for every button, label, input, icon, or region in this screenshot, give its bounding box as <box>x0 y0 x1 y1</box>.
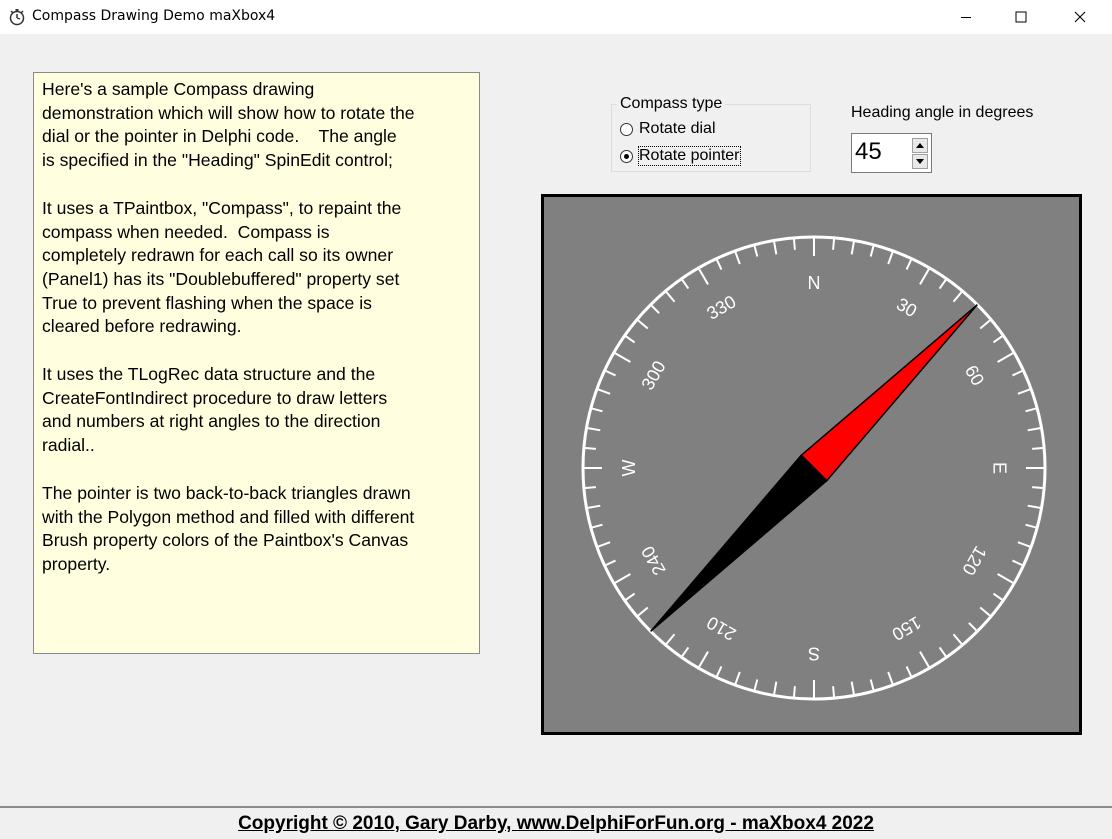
dial-tick <box>1026 525 1038 528</box>
memo-paragraph-2: It uses a TPaintbox, "Compass", to repaint the compass when needed. Compass is completely redrawn for each call so its owner (Panel1) has its "Doublebuffered" property set True to prevent flashing when the space is cleared before redrawing. <box>42 197 402 337</box>
heading-spinedit[interactable] <box>851 133 932 173</box>
dial-label: 150 <box>888 612 925 645</box>
dial-tick <box>597 542 610 547</box>
memo-paragraph-1: Here's a sample Compass drawing demonstration which will show how to rotate the dial or the pointer in Delphi code. The angle is specified in the "Heading" SpinEdit control; <box>42 79 415 171</box>
dial-tick <box>1018 389 1031 394</box>
dial-tick <box>614 574 630 584</box>
dial-tick <box>1012 370 1023 375</box>
dial-tick <box>1028 506 1042 508</box>
dial-label: 210 <box>703 612 740 645</box>
heading-value[interactable]: 45 <box>855 138 882 165</box>
dial-label: 30 <box>892 293 921 322</box>
dial-tick <box>980 607 991 616</box>
dial-tick <box>1032 448 1044 449</box>
dial-tick <box>699 652 709 668</box>
dial-label: 120 <box>958 542 991 579</box>
close-icon <box>1074 11 1086 23</box>
dial-tick <box>591 408 603 411</box>
dial-tick <box>969 623 977 631</box>
radio-checked-icon[interactable] <box>620 150 633 163</box>
dial-tick <box>682 647 689 657</box>
heading-label: Heading angle in degrees <box>851 104 1034 121</box>
spin-up-button[interactable] <box>912 138 928 153</box>
dial-tick <box>605 370 616 375</box>
dial-tick <box>980 320 991 329</box>
dial-tick <box>940 647 947 657</box>
dial-tick <box>940 279 947 289</box>
dial-tick <box>1026 408 1038 411</box>
dial-tick <box>774 682 776 696</box>
rotate-pointer-label[interactable]: Rotate pointer <box>639 147 740 164</box>
copyright-bar <box>0 806 1112 839</box>
dial-tick <box>716 259 721 270</box>
dial-tick <box>993 594 1003 601</box>
dial-tick <box>605 561 616 566</box>
dial-tick <box>920 652 930 668</box>
dial-label: N <box>807 272 821 293</box>
dial-tick <box>584 487 596 488</box>
dial-tick <box>716 666 721 677</box>
rotate-dial-label[interactable]: Rotate dial <box>639 120 716 137</box>
dial-tick <box>754 245 757 257</box>
dial-tick <box>794 238 795 250</box>
dial-tick <box>907 666 912 677</box>
compass-paintbox <box>541 194 1082 735</box>
maximize-button[interactable] <box>998 0 1044 34</box>
maximize-icon <box>1015 11 1027 23</box>
dial-tick <box>1028 428 1042 430</box>
dial-tick <box>637 607 648 616</box>
dial-tick <box>833 686 834 698</box>
dial-tick <box>754 680 757 692</box>
window-title: Compass Drawing Demo maXbox4 <box>32 8 276 24</box>
dial-tick <box>625 336 635 343</box>
pointer-north <box>801 305 977 481</box>
dial-tick <box>993 336 1003 343</box>
dial-tick <box>666 291 675 302</box>
dial-label: 330 <box>703 291 740 324</box>
dial-tick <box>871 680 874 692</box>
dial-label: 60 <box>960 361 989 390</box>
compass-dial <box>544 197 1079 732</box>
dial-tick <box>682 279 689 289</box>
pointer-south <box>651 455 827 631</box>
memo-paragraph-4: The pointer is two back-to-back triangles drawn with the Polygon method and filled with different Brush property colors of the Paintbox's Canvas property. <box>42 482 415 574</box>
dial-tick <box>953 634 962 645</box>
dial-tick <box>637 320 648 329</box>
close-button[interactable] <box>1057 0 1103 34</box>
dial-tick <box>614 353 630 363</box>
dial-tick <box>584 448 596 449</box>
dial-tick <box>1018 542 1031 547</box>
stopwatch-icon[interactable] <box>8 8 26 26</box>
dial-label: 240 <box>637 542 670 579</box>
dial-tick <box>852 682 854 696</box>
dial-tick <box>852 241 854 255</box>
dial-label: W <box>618 459 639 477</box>
compass-type-caption: Compass type <box>617 95 725 113</box>
rotate-pointer-radio[interactable] <box>620 145 740 167</box>
dial-tick <box>833 238 834 250</box>
dial-tick <box>953 291 962 302</box>
dial-label: S <box>807 643 821 664</box>
dial-tick <box>625 594 635 601</box>
radio-unchecked-icon[interactable] <box>620 123 633 136</box>
dial-tick <box>587 506 601 508</box>
dial-tick <box>774 241 776 255</box>
dial-tick <box>597 389 610 394</box>
dial-tick <box>666 634 675 645</box>
dial-tick <box>587 428 601 430</box>
dial-tick <box>735 672 740 685</box>
dial-label: 300 <box>637 357 670 394</box>
memo-paragraph-3: It uses the TLogRec data structure and the CreateFontIndirect procedure to draw letters and numbers at right angles to the direction radial.. <box>42 364 388 456</box>
dial-tick <box>735 251 740 264</box>
dial-tick <box>1032 487 1044 488</box>
minimize-button[interactable] <box>943 0 989 34</box>
arrow-up-icon <box>916 143 924 148</box>
dial-tick <box>871 245 874 257</box>
dial-tick <box>651 305 659 313</box>
dial-tick <box>794 686 795 698</box>
dial-tick <box>1012 561 1023 566</box>
arrow-down-icon <box>916 159 924 164</box>
dial-tick <box>888 251 893 264</box>
minimize-icon <box>960 11 972 23</box>
dial-tick <box>888 672 893 685</box>
rotate-dial-radio[interactable] <box>620 118 716 140</box>
copyright-link[interactable]: Copyright © 2010, Gary Darby, www.DelphiForFun.org - maXbox4 2022 <box>238 813 874 834</box>
dial-tick <box>998 353 1014 363</box>
description-memo[interactable] <box>33 72 480 654</box>
title-bar <box>0 0 1112 34</box>
dial-tick <box>920 268 930 284</box>
dial-tick <box>907 259 912 270</box>
dial-tick <box>699 268 709 284</box>
spin-down-button[interactable] <box>912 154 928 169</box>
dial-label: E <box>989 461 1010 475</box>
dial-tick <box>998 574 1014 584</box>
dial-tick <box>591 525 603 528</box>
